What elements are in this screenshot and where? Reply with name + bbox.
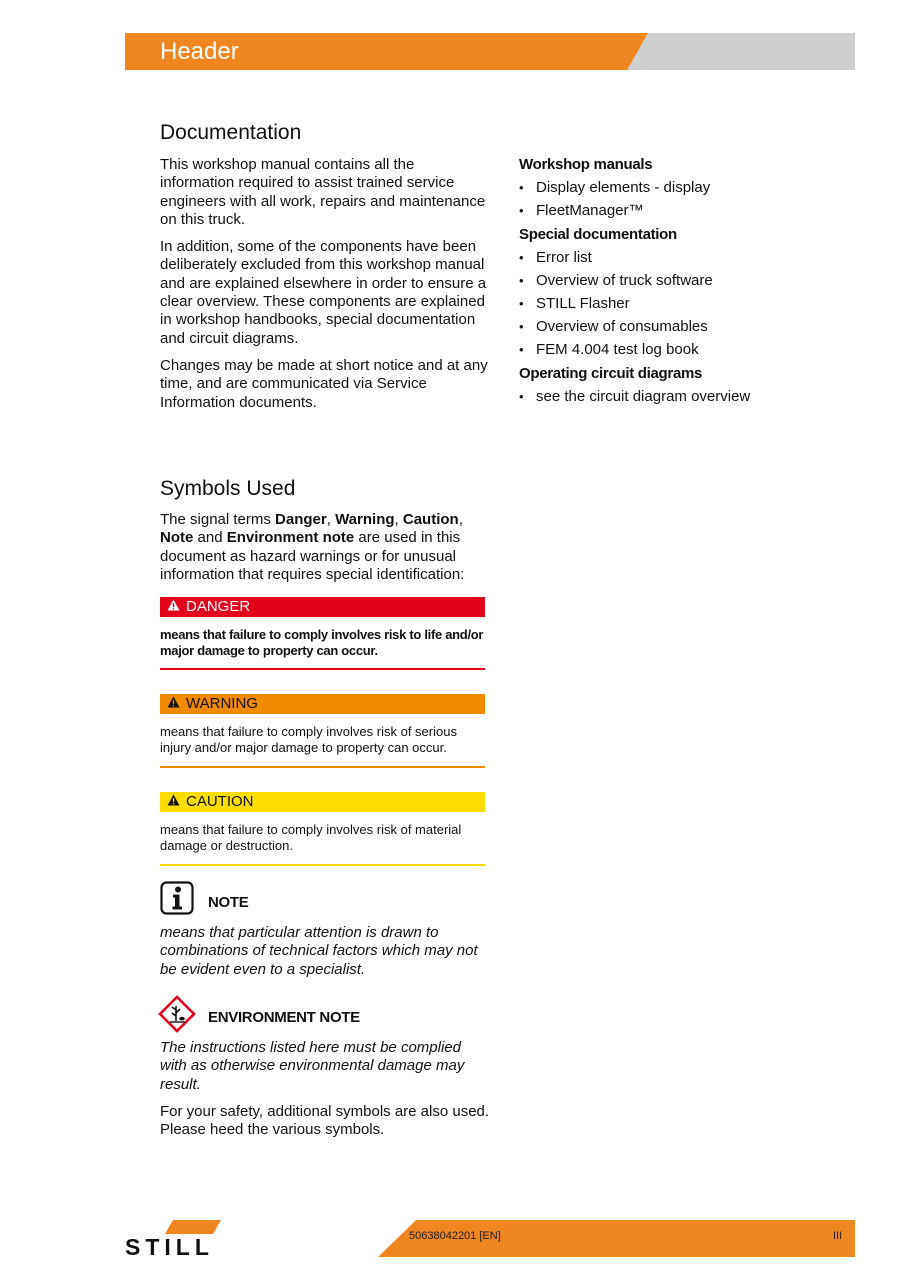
intro-term-note: Note	[160, 529, 194, 547]
intro-separator: ,	[394, 511, 403, 528]
warning-divider	[160, 766, 485, 768]
warning-banner	[160, 694, 485, 714]
danger-divider	[160, 668, 485, 670]
list-item: • Overview of truck software	[519, 272, 819, 290]
documentation-paragraph: Changes may be made at short notice and at any time, and are communicated via Service Information documents.	[160, 356, 488, 411]
intro-term-warning: Warning	[335, 511, 395, 528]
note-label: NOTE	[208, 894, 249, 911]
intro-text: are used in this document as hazard warnings or for unusual information that requires special identification:	[160, 529, 465, 583]
danger-banner	[160, 597, 485, 617]
workshop-manuals-list	[519, 179, 819, 220]
documentation-heading: Documentation	[160, 121, 302, 144]
reference-list-column	[519, 156, 819, 412]
list-item: • FleetManager™	[519, 202, 819, 220]
caution-description: means that failure to comply involves risk of material damage or destruction.	[160, 822, 462, 853]
environment-note-label: ENVIRONMENT NOTE	[208, 1009, 360, 1026]
page-number: III	[833, 1230, 843, 1242]
warning-triangle-icon	[167, 694, 180, 714]
caution-banner	[160, 792, 485, 812]
note-description: means that particular attention is drawn to combinations of technical factors which may not be evident even to a specialist.	[160, 924, 478, 978]
list-item: • Error list	[519, 249, 819, 267]
symbols-intro	[160, 511, 490, 584]
operating-circuit-diagrams-heading: Operating circuit diagrams	[519, 365, 703, 382]
list-item: • Overview of consumables	[519, 318, 819, 336]
documentation-paragraph: This workshop manual contains all the information required to assist trained service engineers with all work, repairs and maintenance on this truck.	[160, 156, 486, 228]
header-title: Header	[160, 38, 239, 65]
operating-circuit-diagrams-list	[519, 388, 819, 406]
special-documentation-heading: Special documentation	[519, 226, 677, 243]
special-documentation-list	[519, 249, 819, 359]
documentation-paragraph: In addition, some of the components have been deliberately excluded from this workshop manual and are explained elsewhere in order to ensure a clear overview. These components are explained in workshop handbooks, special documentation and circuit diagrams.	[160, 238, 487, 347]
intro-term-environment: Environment note	[226, 529, 355, 547]
intro-separator: ,	[326, 511, 336, 528]
brand-text: STILL	[125, 1234, 214, 1258]
closing-paragraph: For your safety, additional symbols are also used. Please heed the various symbols.	[160, 1103, 490, 1139]
caution-label: CAUTION	[186, 793, 254, 810]
warning-triangle-icon	[167, 792, 180, 812]
danger-label: DANGER	[186, 598, 251, 615]
info-icon	[160, 881, 194, 915]
intro-term-danger: Danger	[275, 511, 327, 528]
list-item: • STILL Flasher	[519, 295, 819, 313]
list-item: • see the circuit diagram overview	[519, 388, 819, 406]
intro-text: and	[193, 529, 227, 547]
intro-term-caution: Caution	[402, 511, 459, 528]
intro-separator: ,	[458, 511, 463, 528]
intro-text: The signal terms	[160, 511, 276, 528]
warning-description: means that failure to comply involves risk of serious injury and/or major damage to property can occur.	[160, 724, 457, 755]
danger-description: means that failure to comply involves risk to life and/or major damage to property can occur.	[160, 627, 484, 658]
symbols-heading: Symbols Used	[160, 477, 296, 500]
warning-label: WARNING	[186, 695, 258, 712]
caution-divider	[160, 864, 485, 866]
environment-note-description: The instructions listed here must be complied with as otherwise environmental damage may result.	[160, 1039, 465, 1093]
document-number: 50638042201 [EN]	[409, 1230, 501, 1242]
environment-hazard-icon	[158, 995, 196, 1033]
documentation-section	[160, 120, 490, 412]
warning-triangle-icon	[167, 597, 180, 617]
list-item: • FEM 4.004 test log book	[519, 341, 819, 359]
workshop-manuals-heading: Workshop manuals	[519, 156, 653, 173]
still-logo	[125, 1218, 260, 1258]
list-item: • Display elements - display	[519, 179, 819, 197]
